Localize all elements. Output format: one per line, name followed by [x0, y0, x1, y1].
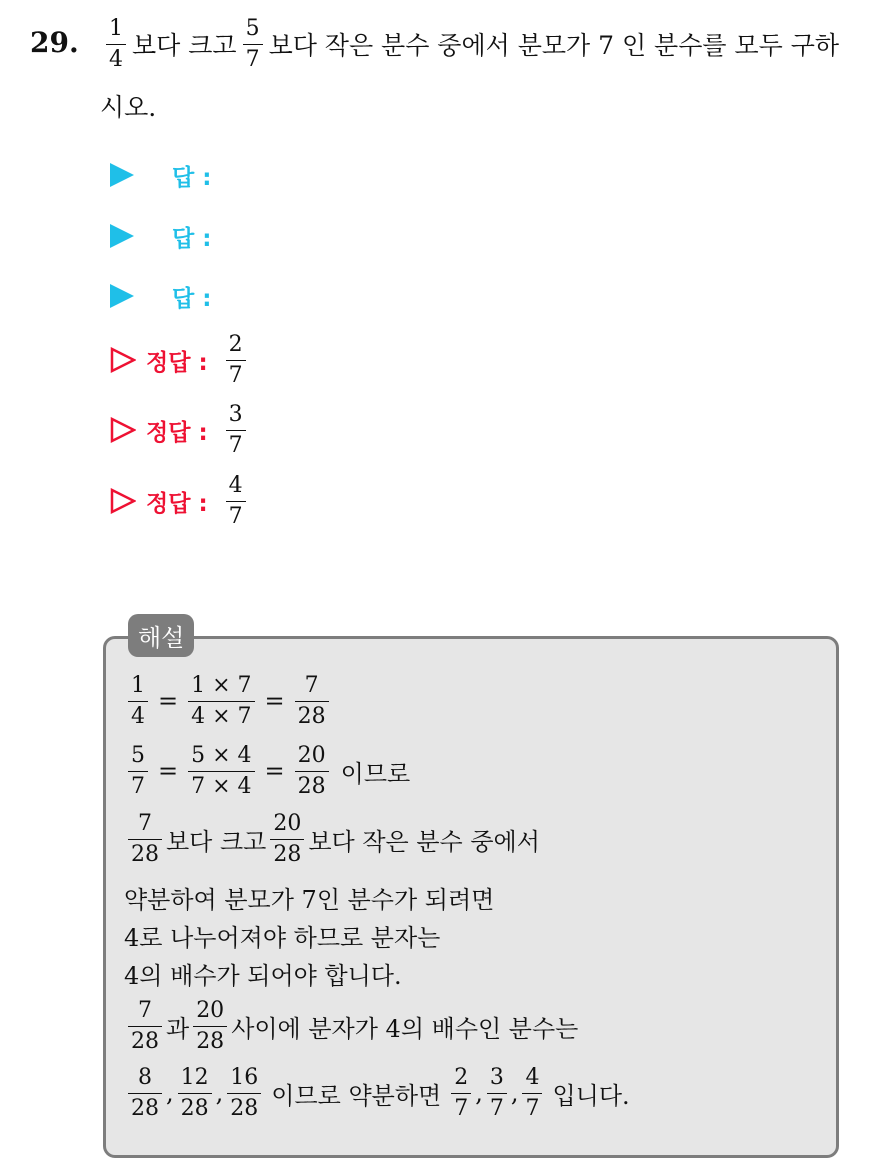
- explanation-line-6: 4의 배수가 되어야 합니다.: [124, 962, 402, 990]
- question-text-1: 보다 크고: [132, 31, 237, 60]
- triangle-outline-icon: [110, 417, 136, 443]
- question-line-1: [100, 14, 839, 74]
- question-number: 29.: [30, 26, 79, 59]
- fraction: $\frac{1}{4}$: [106, 18, 126, 71]
- triangle-right-icon: [110, 224, 134, 248]
- triangle-outline-icon: [110, 347, 136, 373]
- correct-answer: 정답 : $\frac{2}{7}$: [110, 330, 252, 390]
- answer-line[interactable]: 답 :: [110, 276, 211, 316]
- explanation-line-8: $\frac{8}{28}$ , $\frac{12}{28}$ , $\frac{16}{28}$ 이므로 약분하면 $\frac{2}{7}$ , $\frac{3}{7}$ , $\frac{4}{7}$ 입니다.: [124, 1062, 630, 1124]
- correct-answer: 정답 : $\frac{3}{7}$: [110, 400, 252, 460]
- question-text-2: 보다 작은 분수 중에서 분모가 7 인 분수를 모두 구하: [268, 31, 839, 60]
- question-line-2: 시오.: [100, 93, 157, 122]
- answer-line[interactable]: 답 :: [110, 216, 211, 256]
- fraction: $\frac{2}{7}$: [226, 334, 246, 387]
- fraction: $\frac{3}{7}$: [226, 404, 246, 457]
- triangle-right-icon: [110, 284, 134, 308]
- equation-1: $\frac{1}{4}$ = $\frac{1 \times 7}{4 \times 7}$ = $\frac{7}{28}$: [124, 670, 333, 732]
- explanation-line-5: 4로 나누어져야 하므로 분자는: [124, 924, 441, 952]
- explanation-line-3: $\frac{7}{28}$ 보다 크고 $\frac{20}{28}$ 보다 작은 분수 중에서: [124, 808, 540, 870]
- explanation-line-4: 약분하여 분모가 7인 분수가 되려면: [124, 886, 495, 914]
- fraction: $\frac{4}{7}$: [226, 475, 246, 528]
- explanation-line-7: $\frac{7}{28}$ 과 $\frac{20}{28}$ 사이에 분자가 4의 배수인 분수는: [124, 995, 578, 1057]
- answer-line[interactable]: 답 :: [110, 155, 211, 195]
- fraction: $\frac{5}{7}$: [243, 18, 263, 71]
- equation-2: $\frac{5}{7}$ = $\frac{5 \times 4}{7 \times 4}$ = $\frac{20}{28}$ 이므로: [124, 740, 410, 802]
- correct-answer: 정답 : $\frac{4}{7}$: [110, 471, 252, 531]
- triangle-right-icon: [110, 163, 134, 187]
- triangle-outline-icon: [110, 488, 136, 514]
- explanation-tag: 해설: [128, 614, 194, 657]
